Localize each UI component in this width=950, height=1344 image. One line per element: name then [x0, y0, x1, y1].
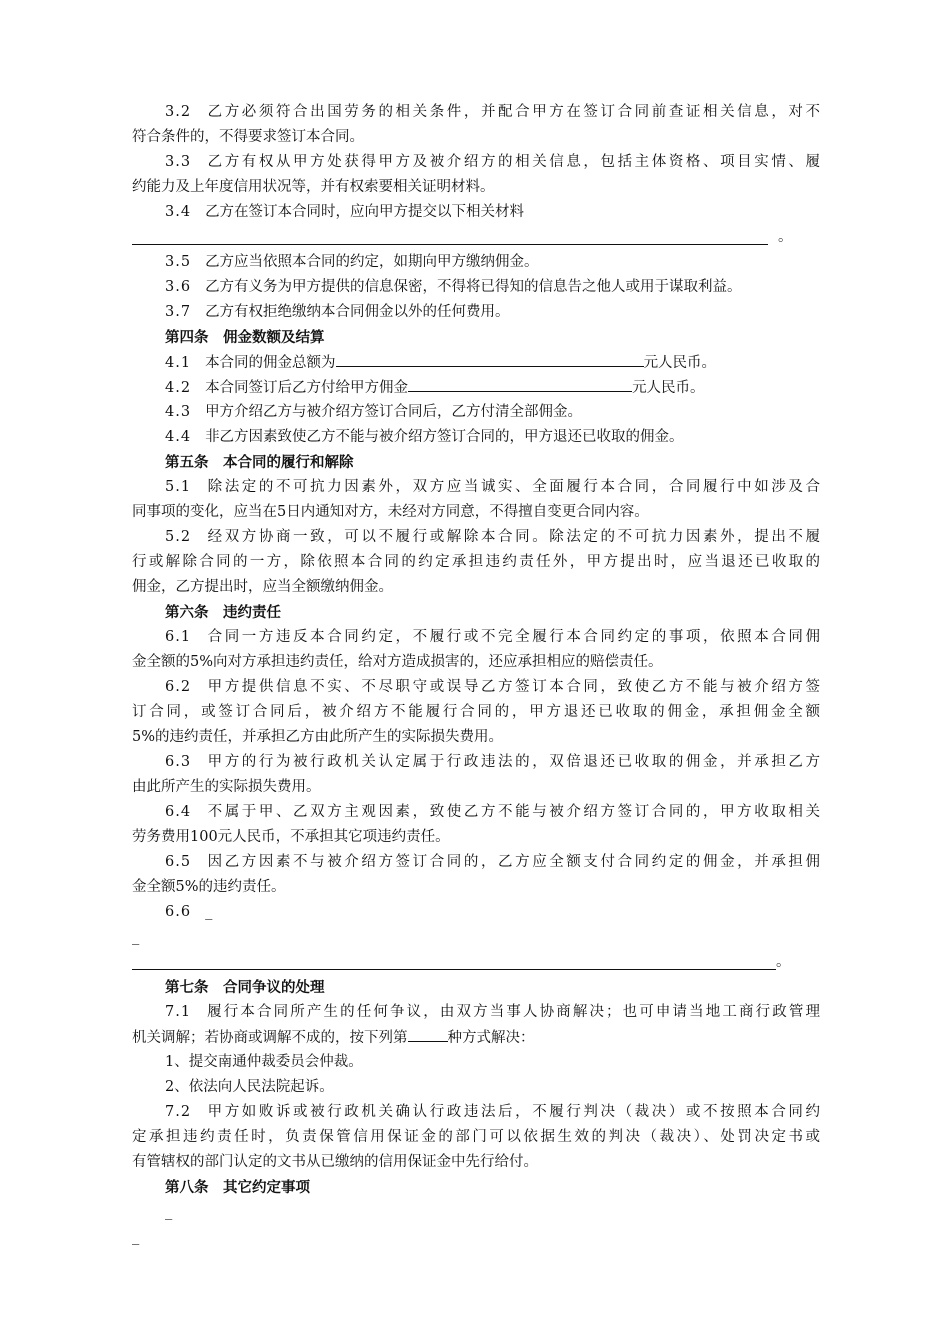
article-4-heading: 第四条 佣金数额及结算 — [165, 329, 325, 346]
clause-3-6: 3.6 乙方有义务为甲方提供的信息保密，不得将已得知的信息告之他人或用于谋取利益。 — [165, 279, 742, 295]
blank-mark-line[interactable]: _ — [165, 1204, 173, 1220]
clause-7-2-cont: 有管辖权的部门认定的文书从已缴纳的信用保证金中先行给付。 — [132, 1154, 538, 1170]
clause-number: 3.4 — [165, 204, 192, 220]
blank-underline — [132, 244, 768, 245]
clause-3-4: 3.4 乙方在签订本合同时，应向甲方提交以下相关材料 — [165, 204, 525, 220]
blank-underline — [132, 969, 776, 970]
article-8-heading: 第八条 其它约定事项 — [165, 1179, 310, 1196]
clause-4-4: 4.4 非乙方因素致使乙方不能与被介绍方签订合同的，甲方退还已收取的佣金。 — [165, 429, 684, 445]
blank-mark-line[interactable]: _ — [132, 1229, 140, 1245]
contract-body — [132, 100, 820, 1250]
clause-4-2: 4.2 本合同签订后乙方付给甲方佣金 元人民币。 — [132, 375, 820, 400]
clause-number: 4.1 — [165, 355, 192, 371]
clause-number: 3.5 — [165, 254, 192, 270]
clause-number: 7.1 — [165, 1004, 192, 1020]
commission-total-blank[interactable] — [336, 350, 644, 367]
clause-3-3-cont: 约能力及上年度信用状况等，并有权索要相关证明材料。 — [132, 179, 495, 195]
clause-3-2-cont: 符合条件的，不得要求签订本合同。 — [132, 129, 364, 145]
resolution-choice-blank[interactable] — [408, 1025, 448, 1042]
clause-6-1: 6.1 合同一方违反本合同约定，不履行或不完全履行本合同约定的事项，依照本合同佣 — [165, 629, 820, 645]
clause-3-5: 3.5 乙方应当依照本合同的约定，如期向甲方缴纳佣金。 — [165, 254, 539, 270]
option-court: 2、依法向人民法院起诉。 — [165, 1079, 334, 1095]
clause-5-2: 5.2 经双方协商一致，可以不履行或解除本合同。除法定的不可抗力因素外，提出不履 — [165, 529, 820, 545]
article-6-heading: 第六条 违约责任 — [165, 604, 281, 621]
clause-6-5: 6.5 因乙方因素不与被介绍方签订合同的，乙方应全额支付合同约定的佣金，并承担佣 — [165, 854, 820, 870]
clause-number: 6.2 — [165, 679, 192, 695]
clause-number: 6.6 — [165, 904, 192, 920]
clause-6-3: 6.3 甲方的行为被行政机关认定属于行政违法的，双倍退还已收取的佣金，并承担乙方 — [165, 754, 820, 770]
clause-number: 6.4 — [165, 804, 192, 820]
clause-number: 6.3 — [165, 754, 192, 770]
line-end-period: 。 — [778, 229, 793, 245]
clause-5-1-cont: 同事项的变化，应当在5日内通知对方，未经对方同意，不得擅自变更合同内容。 — [132, 504, 649, 520]
clause-number: 5.1 — [165, 479, 192, 495]
clause-6-3-cont: 由此所产生的实际损失费用。 — [132, 779, 321, 795]
clause-6-1-cont: 金全额的5%向对方承担违约责任，给对方造成损害的，还应承担相应的赔偿责任。 — [132, 654, 663, 670]
materials-blank-line[interactable] — [132, 225, 820, 250]
option-arbitration: 1、提交南通仲裁委员会仲裁。 — [165, 1054, 363, 1070]
clause-number: 3.7 — [165, 304, 192, 320]
clause-3-3: 3.3 乙方有权从甲方处获得甲方及被介绍方的相关信息，包括主体资格、项目实情、履 — [165, 154, 820, 170]
clause-7-1: 7.1 履行本合同所产生的任何争议，由双方当事人协商解决；也可申请当地工商行政管理 — [165, 1004, 820, 1020]
clause-6-6-blank-line[interactable] — [132, 950, 820, 975]
clause-number: 7.2 — [165, 1104, 192, 1120]
clause-5-1: 5.1 除法定的不可抗力因素外，双方应当诚实、全面履行本合同，合同履行中如涉及合 — [165, 479, 820, 495]
clause-number: 3.2 — [165, 104, 192, 120]
clause-6-2-cont: 5%的违约责任，并承担乙方由此所产生的实际损失费用。 — [132, 729, 504, 745]
article-7-heading: 第七条 合同争议的处理 — [165, 979, 325, 996]
clause-6-4: 6.4 不属于甲、乙双方主观因素，致使乙方不能与被介绍方签订合同的，甲方收取相关 — [165, 804, 820, 820]
clause-6-2: 6.2 甲方提供信息不实、不尽职守或误导乙方签订本合同，致使乙方不能与被介绍方签 — [165, 679, 820, 695]
clause-number: 6.5 — [165, 854, 192, 870]
clause-6-2-cont: 订合同，或签订合同后，被介绍方不能履行合同的，甲方退还已收取的佣金，承担佣金全额 — [132, 704, 820, 720]
clause-6-6 — [132, 900, 820, 925]
clause-3-2: 3.2 乙方必须符合出国劳务的相关条件，并配合甲方在签订合同前查证相关信息，对不 — [165, 104, 820, 120]
clause-5-2-cont: 行或解除合同的一方，除依照本合同的约定承担违约责任外，甲方提出时，应当退还已收取的 — [132, 554, 820, 570]
clause-3-7: 3.7 乙方有权拒绝缴纳本合同佣金以外的任何费用。 — [165, 304, 510, 320]
clause-number: 3.3 — [165, 154, 192, 170]
clause-number: 4.2 — [165, 380, 192, 396]
clause-5-2-cont: 佣金，乙方提出时，应当全额缴纳佣金。 — [132, 579, 393, 595]
clause-number: 4.3 — [165, 404, 192, 420]
clause-number: 4.4 — [165, 429, 192, 445]
article-5-heading: 第五条 本合同的履行和解除 — [165, 454, 354, 471]
clause-4-1: 4.1 本合同的佣金总额为 元人民币。 — [132, 350, 820, 375]
line-end-period: 。 — [776, 954, 791, 970]
clause-7-2: 7.2 甲方如败诉或被行政机关确认行政违法后，不履行判决（裁决）或不按照本合同约 — [165, 1104, 820, 1120]
clause-number: 5.2 — [165, 529, 192, 545]
clause-7-2-cont: 定承担违约责任时，负责保管信用保证金的部门可以依据生效的判决（裁决）、处罚决定书或 — [132, 1129, 820, 1145]
clause-6-5-cont: 金全额5%的违约责任。 — [132, 879, 286, 895]
blank-mark-line[interactable]: _ — [132, 929, 140, 945]
commission-paid-blank[interactable] — [408, 375, 632, 392]
clause-number: 3.6 — [165, 279, 192, 295]
blank-mark[interactable]: _ — [205, 904, 213, 920]
clause-6-4-cont: 劳务费用100元人民币，不承担其它项违约责任。 — [132, 829, 450, 845]
clause-4-3: 4.3 甲方介绍乙方与被介绍方签订合同后，乙方付清全部佣金。 — [165, 404, 583, 420]
clause-7-1-cont: 机关调解；若协商或调解不成的，按下列第 种方式解决： — [132, 1025, 820, 1050]
clause-number: 6.1 — [165, 629, 192, 645]
